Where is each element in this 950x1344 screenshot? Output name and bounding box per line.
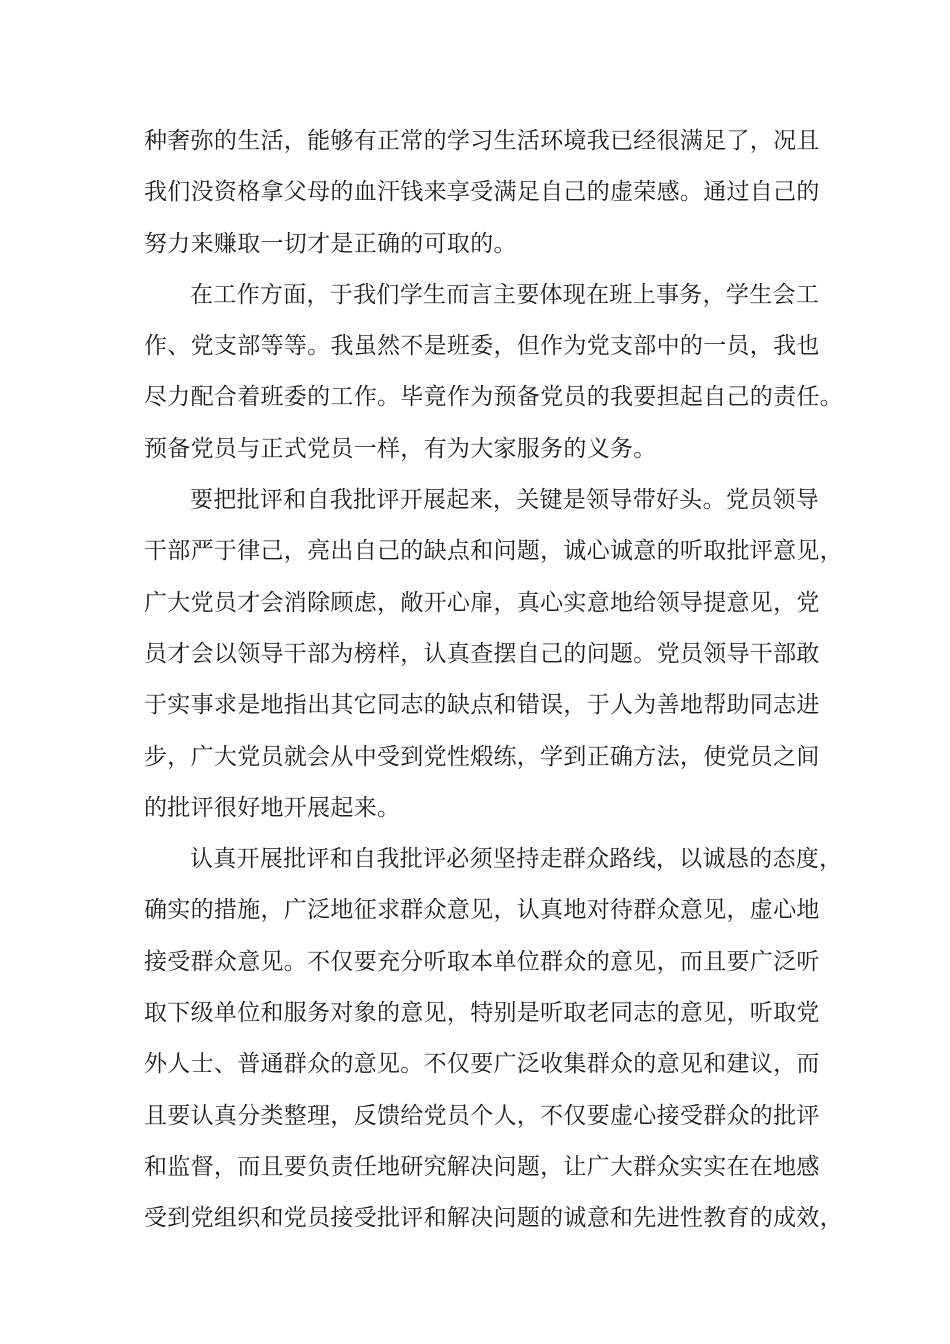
- text-line: 努力来赚取一切才是正确的可取的。: [144, 230, 517, 257]
- text-line: 确实的措施，广泛地征求群众意见，认真地对待群众意见，虚心地: [144, 897, 820, 924]
- paragraph-2: [144, 270, 843, 475]
- paragraph-1: [144, 116, 834, 270]
- text-line: 我们没资格拿父母的血汗钱来享受满足自己的虚荣感。通过自己的: [144, 179, 820, 206]
- text-line: 干部严于律己，亮出自己的缺点和问题，诚心诚意的听取批评意见，: [144, 538, 843, 565]
- document-body: [144, 116, 843, 1245]
- text-line: 广大党员才会消除顾虑，敞开心扉，真心实意地给领导提意见，党: [144, 589, 820, 616]
- paragraph-4: [144, 834, 843, 1244]
- text-line: 且要认真分类整理，反馈给党员个人，不仅要虚心接受群众的批评: [144, 1102, 820, 1129]
- paragraph-3: [144, 475, 843, 834]
- text-line: 尽力配合着班委的工作。毕竟作为预备党员的我要担起自己的责任。: [144, 384, 843, 411]
- text-line: 种奢弥的生活，能够有正常的学习生活环境我已经很满足了，况且: [144, 128, 820, 154]
- text-line: 外人士、普通群众的意见。不仅要广泛收集群众的意见和建议，而: [144, 1051, 820, 1078]
- text-line: 认真开展批评和自我批评必须坚持走群众路线，以诚恳的态度，: [190, 846, 843, 873]
- text-line: 步，广大党员就会从中受到党性煅练，学到正确方法，使党员之间: [144, 743, 820, 770]
- text-line: 于实事求是地指出其它同志的缺点和错误，于人为善地帮助同志进: [144, 692, 820, 719]
- text-line: 的批评很好地开展起来。: [144, 794, 401, 821]
- text-line: 接受群众意见。不仅要充分听取本单位群众的意见，而且要广泛听: [144, 948, 820, 975]
- text-line: 取下级单位和服务对象的意见，特别是听取老同志的意见，听取党: [144, 1000, 820, 1027]
- text-line: 在工作方面，于我们学生而言主要体现在班上事务，学生会工: [190, 281, 820, 308]
- text-line: 受到党组织和党员接受批评和解决问题的诚意和先进性教育的成效，: [144, 1205, 843, 1232]
- text-line: 要把批评和自我批评开展起来，关键是领导带好头。党员领导: [190, 487, 820, 514]
- text-line: 员才会以领导干部为榜样，认真查摆自己的问题。党员领导干部敢: [144, 640, 820, 667]
- text-line: 和监督，而且要负责任地研究解决问题，让广大群众实实在在地感: [144, 1153, 820, 1180]
- text-line: 预备党员与正式党员一样，有为大家服务的义务。: [144, 435, 657, 462]
- text-line: 作、党支部等等。我虽然不是班委，但作为党支部中的一员，我也: [144, 333, 820, 360]
